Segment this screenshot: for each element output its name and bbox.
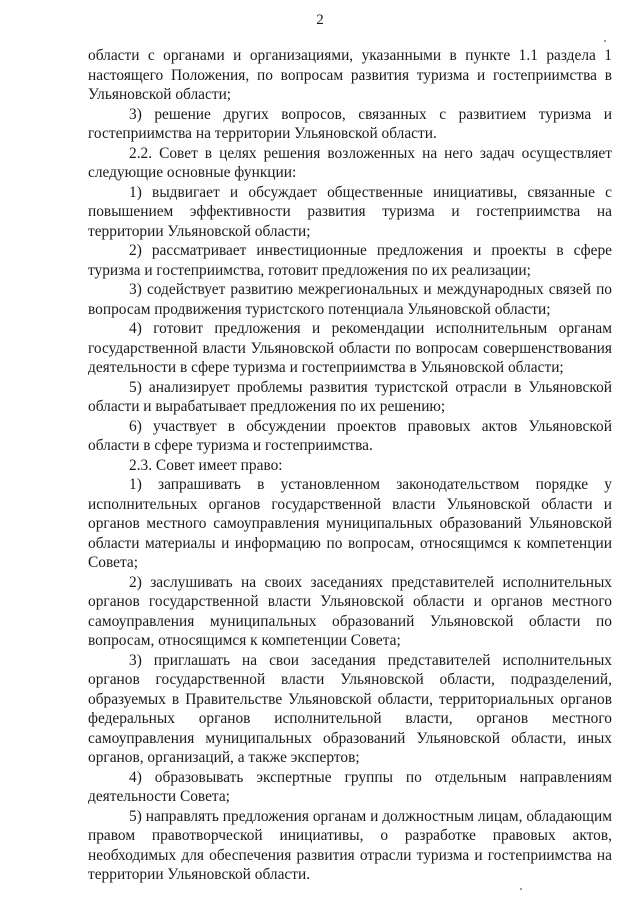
paragraph-right-5: 5) направлять предложения органам и должностным лицам, обладающим правом правотворческой инициативы, о разработке правовых актов, необходимых для обеспечения развития отрасли туризма и гостеприимства на территории Ульяновской области. bbox=[88, 807, 612, 883]
paragraph-function-1: 1) выдвигает и обсуждает общественные инициативы, связанные с повышением эффективности развития туризма и гостеприимства на территории Ульяновской области; bbox=[88, 183, 612, 240]
paragraph-function-3: 3) содействует развитию межрегиональных и международных связей по вопросам продвижения туристского потенциала Ульяновской области; bbox=[88, 281, 612, 318]
paragraph-clause-2-3: 2.3. Совет имеет право: bbox=[129, 456, 283, 474]
paragraph-right-1: 1) запрашивать в установленном законодательством порядке у исполнительных органов государственной власти Ульяновской области и органов местного самоуправления муниципальных образований Ульяновской области материалы и информацию по вопросам, относящимся к компетенции Совета; bbox=[88, 476, 612, 571]
paragraph-function-5: 5) анализирует проблемы развития туристской отрасли в Ульяновской области и вырабатывает предложения по их решению; bbox=[88, 378, 612, 415]
scan-speck bbox=[520, 888, 522, 890]
paragraph-right-4: 4) образовывать экспертные группы по отдельным направлениям деятельности Совета; bbox=[88, 768, 612, 805]
paragraph-item-2-1-3: 3) решение других вопросов, связанных с развитием туризма и гостеприимства на территории Ульяновской области. bbox=[88, 105, 612, 142]
paragraph-right-3: 3) приглашать на свои заседания представителей исполнительных органов государственной власти Ульяновской области, подразделений, образуемых в Правительстве Ульяновской области, территориальных органов федеральных органов исполнительной власти, органов местного самоуправления муниципальных образований Ульяновской области, иных органов, организаций, а также экспертов; bbox=[88, 651, 612, 766]
paragraph-clause-2-2: 2.2. Совет в целях решения возложенных на него задач осуществляет следующие основные функции: bbox=[88, 144, 612, 181]
page-number: 2 bbox=[316, 12, 324, 28]
document-body bbox=[88, 46, 612, 885]
paragraph-continuation: области с органами и организациями, указанными в пункте 1.1 раздела 1 настоящего Положения, по вопросам развития туризма и гостеприимства в Ульяновской области; bbox=[88, 47, 612, 103]
paragraph-function-6: 6) участвует в обсуждении проектов правовых актов Ульяновской области в сфере туризма и гостеприимства. bbox=[88, 417, 612, 454]
paragraph-function-4: 4) готовит предложения и рекомендации исполнительным органам государственной власти Ульяновской области по вопросам совершенствования деятельности в сфере туризма и гостеприимства в Ульяновской области; bbox=[88, 320, 612, 376]
paragraph-right-2: 2) заслушивать на своих заседаниях представителей исполнительных органов государственной власти Ульяновской области и органов местного самоуправления муниципальных образований Ульяновской области по вопросам, относящимся к компетенции Совета; bbox=[88, 573, 612, 649]
paragraph-function-2: 2) рассматривает инвестиционные предложения и проекты в сфере туризма и гостеприимства, готовит предложения по их реализации; bbox=[88, 242, 612, 279]
scan-speck bbox=[604, 40, 606, 42]
